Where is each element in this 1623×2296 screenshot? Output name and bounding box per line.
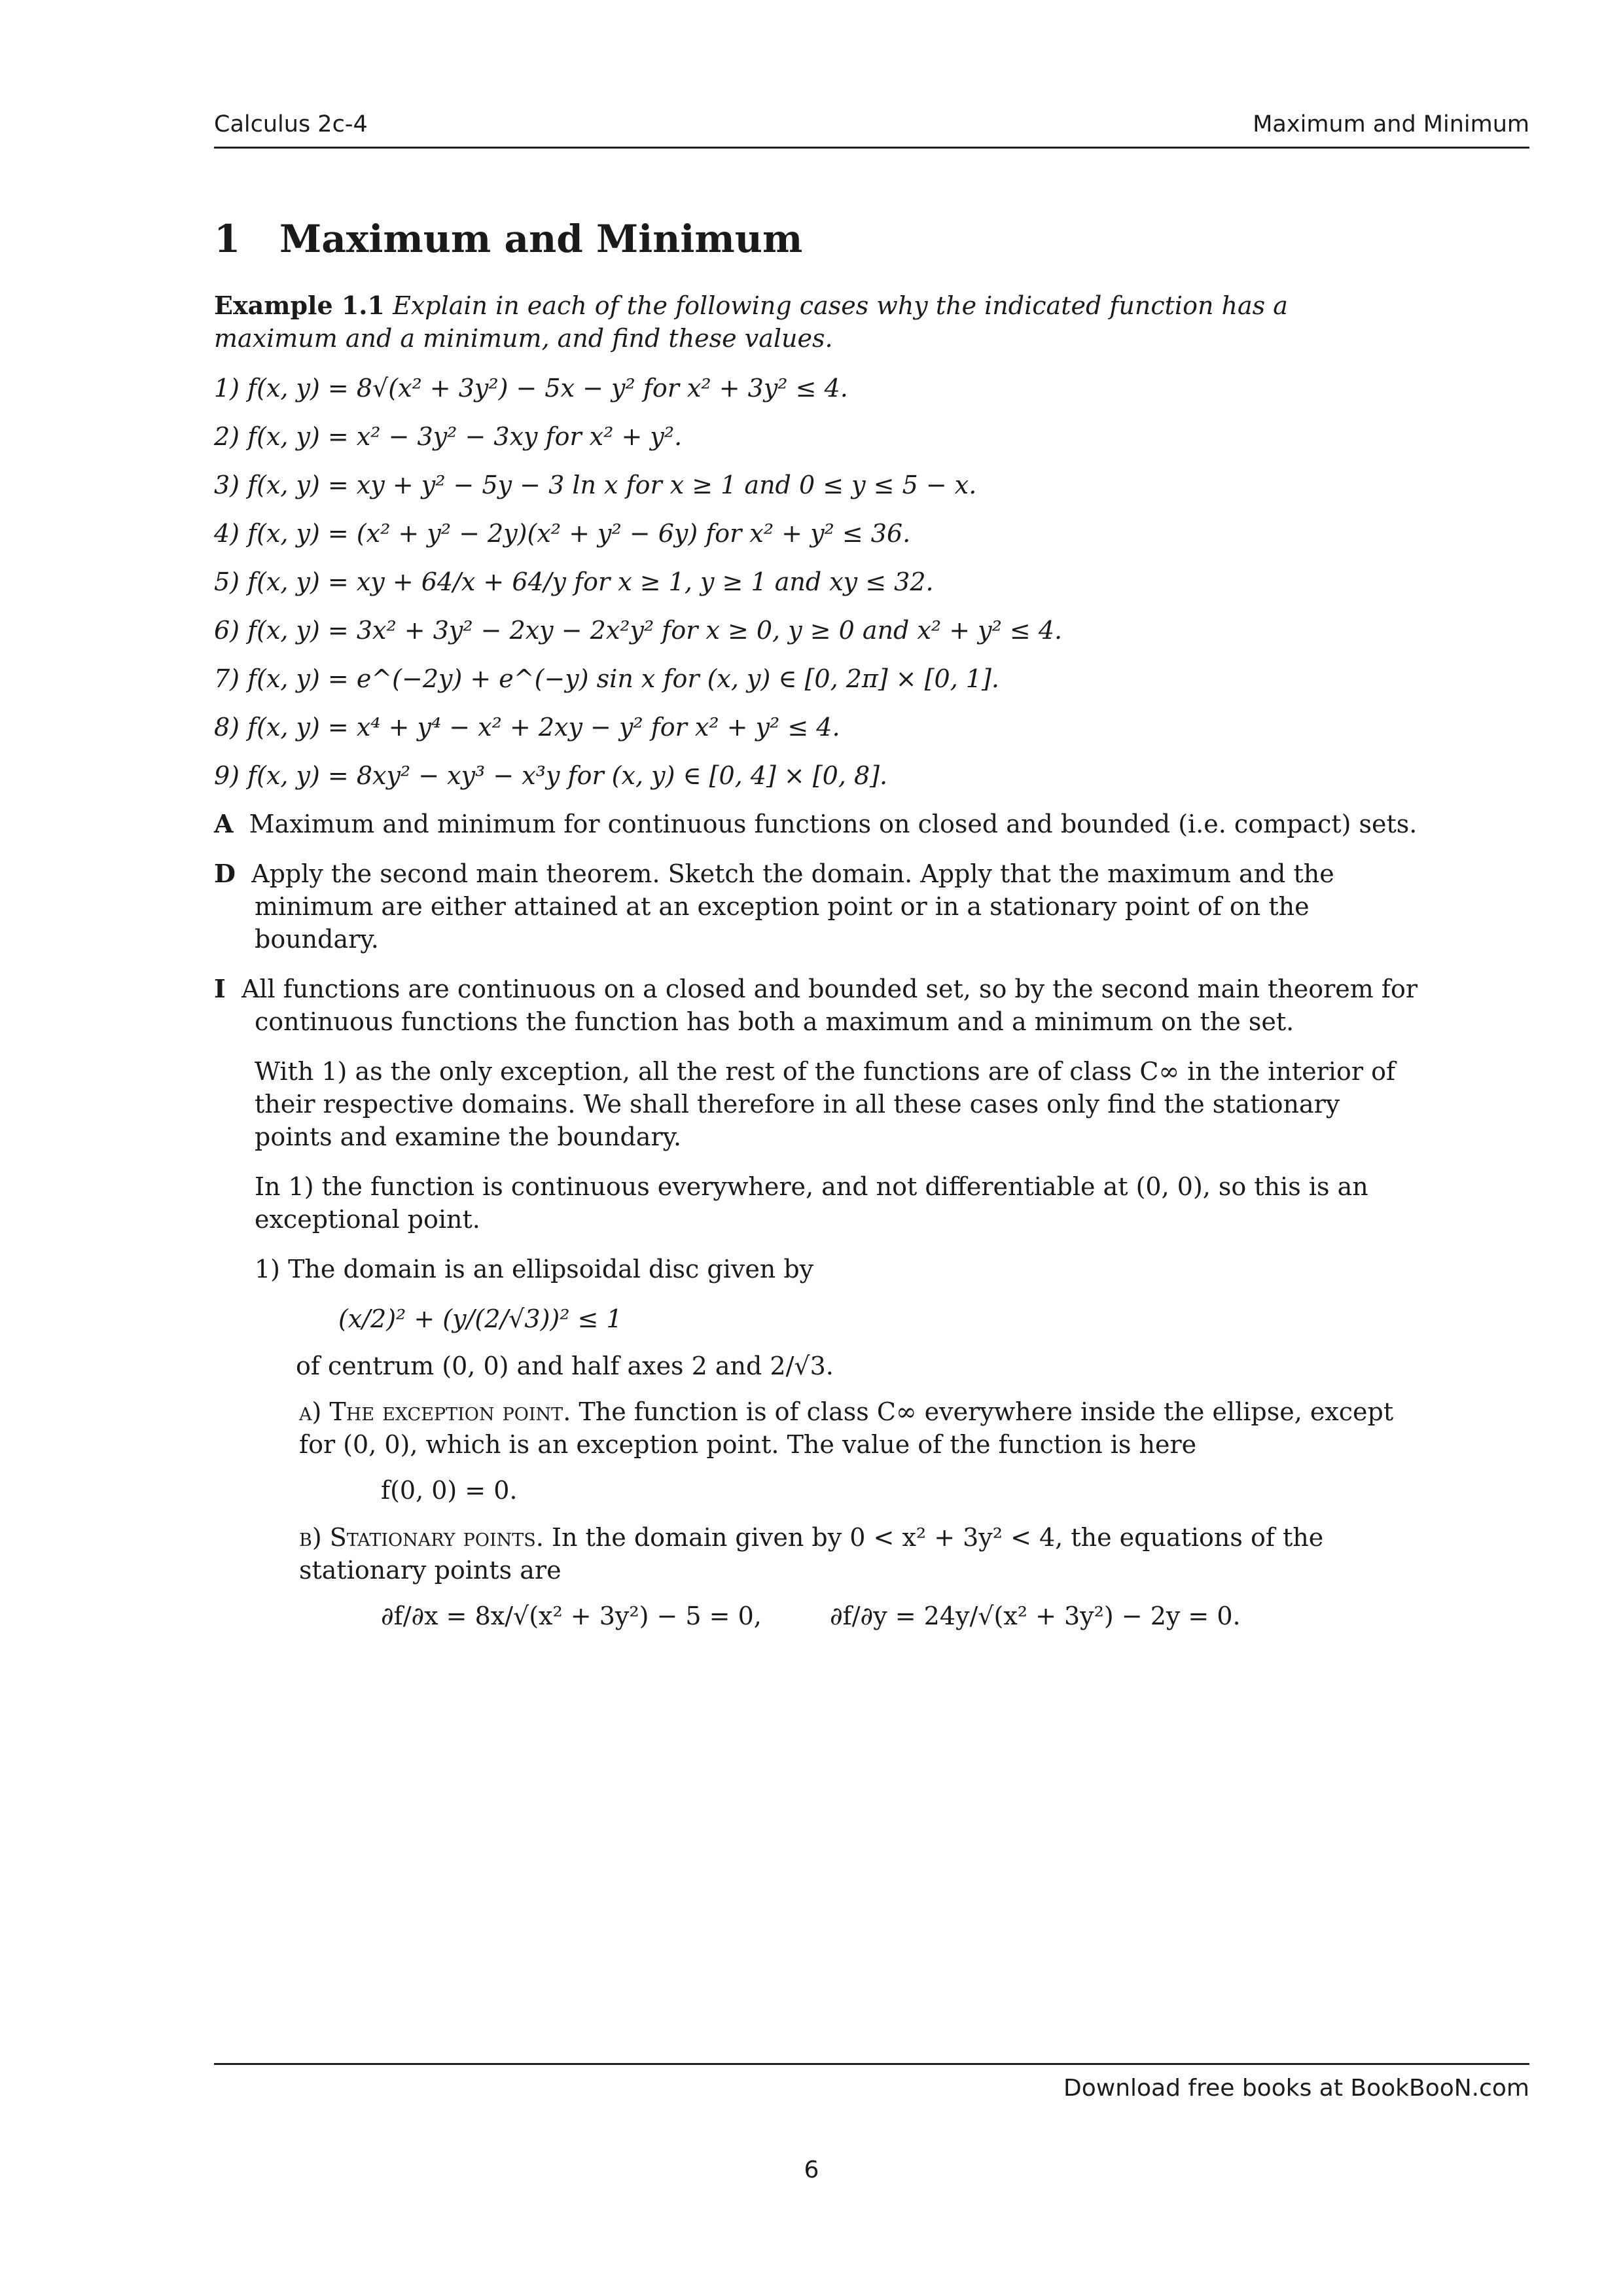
case-1: 1) f(x, y) = 8√(x² + 3y²) − 5x − y² for x² + 3y² ≤ 4.: [214, 374, 848, 403]
part-a-equation: f(0, 0) = 0.: [381, 1476, 518, 1505]
case-4: 4) f(x, y) = (x² + y² − 2y)(x² + y² − 6y) for x² + y² ≤ 36.: [214, 519, 911, 548]
page-number: 6: [804, 2157, 819, 2183]
footer-link[interactable]: Download free books at BookBooN.com: [1063, 2075, 1529, 2102]
paragraph-exceptional: In 1) the function is continuous everywhere, and not differentiable at (0, 0), so this is an exceptional point.: [255, 1172, 1368, 1234]
case-5: 5) f(x, y) = xy + 64/x + 64/y for x ≥ 1, y ≥ 1 and xy ≤ 32.: [214, 567, 934, 596]
ellipse-centrum: of centrum (0, 0) and half axes 2 and 2/√3.: [296, 1352, 834, 1380]
text-A: Maximum and minimum for continuous functions on closed and bounded (i.e. compact) sets.: [249, 810, 1418, 838]
example-statement: [214, 289, 1418, 355]
text-D: Apply the second main theorem. Sketch the domain. Apply that the maximum and the minimum are either attained at an exception point or in a stationary point of on the boundary.: [251, 859, 1334, 954]
case-9: 9) f(x, y) = 8xy² − xy³ − x³y for (x, y) ∈ [0, 4] × [0, 8].: [214, 761, 888, 790]
letter-I: I: [214, 974, 226, 1003]
letter-A: A: [214, 809, 234, 838]
example-label: Example 1.1: [214, 291, 385, 320]
part-b-text: In the domain given by 0 < x² + 3y² < 4, the equations of the stationary points are: [299, 1523, 1324, 1585]
main-content: [214, 209, 1418, 1647]
section-number: 1: [214, 217, 241, 261]
header-left: Calculus 2c-4: [214, 111, 368, 137]
case-6: 6) f(x, y) = 3x² + 3y² − 2xy − 2x²y² for x ≥ 0, y ≥ 0 and x² + y² ≤ 4.: [214, 616, 1063, 645]
case-7: 7) f(x, y) = e^(−2y) + e^(−y) sin x for (x, y) ∈ [0, 2π] × [0, 1].: [214, 664, 999, 693]
part1-intro: 1) The domain is an ellipsoidal disc given by: [255, 1255, 814, 1283]
section-title: Maximum and Minimum: [279, 217, 803, 261]
ellipse-equation: (x/2)² + (y/(2/√3))² ≤ 1: [338, 1304, 622, 1333]
case-2: 2) f(x, y) = x² − 3y² − 3xy for x² + y².: [214, 422, 683, 451]
case-3: 3) f(x, y) = xy + y² − 5y − 3 ln x for x ≥ 1 and 0 ≤ y ≤ 5 − x.: [214, 471, 977, 499]
section-D: [214, 857, 1418, 956]
section-I: [214, 973, 1418, 1038]
text-I: All functions are continuous on a closed and bounded set, so by the second main theorem for continuous functions the function has both a maximum and a minimum on the set.: [241, 975, 1418, 1036]
letter-D: D: [214, 859, 236, 888]
running-header: [214, 111, 1529, 149]
case-8: 8) f(x, y) = x⁴ + y⁴ − x² + 2xy − y² for x² + y² ≤ 4.: [214, 713, 840, 742]
example-text: Explain in each of the following cases why the indicated function has a maximum and a minimum, and find these values.: [214, 291, 1288, 353]
partial-y-equation: ∂f/∂y = 24y/√(x² + 3y²) − 2y = 0.: [830, 1602, 1241, 1630]
partial-x-equation: ∂f/∂x = 8x/√(x² + 3y²) − 5 = 0,: [381, 1602, 762, 1630]
part-a: [214, 1395, 1418, 1461]
paragraph-class-cinf: With 1) as the only exception, all the rest of the functions are of class C∞ in the interior of their respective domains. We shall therefore in all these cases only find the stationary points and examine the boundary.: [255, 1057, 1396, 1151]
footer-rule: [214, 2063, 1529, 2065]
part-a-heading: a) The exception point.: [299, 1397, 571, 1426]
section-A: [214, 808, 1418, 840]
part-b: [214, 1521, 1418, 1587]
part-a-text: The function is of class C∞ everywhere inside the ellipse, except for (0, 0), which is an exception point. The value of the function is here: [299, 1397, 1394, 1459]
stationary-equations: [214, 1600, 1418, 1632]
part-b-heading: b) Stationary points.: [299, 1523, 544, 1552]
header-right: Maximum and Minimum: [1253, 111, 1529, 137]
section-heading: [214, 217, 1418, 261]
